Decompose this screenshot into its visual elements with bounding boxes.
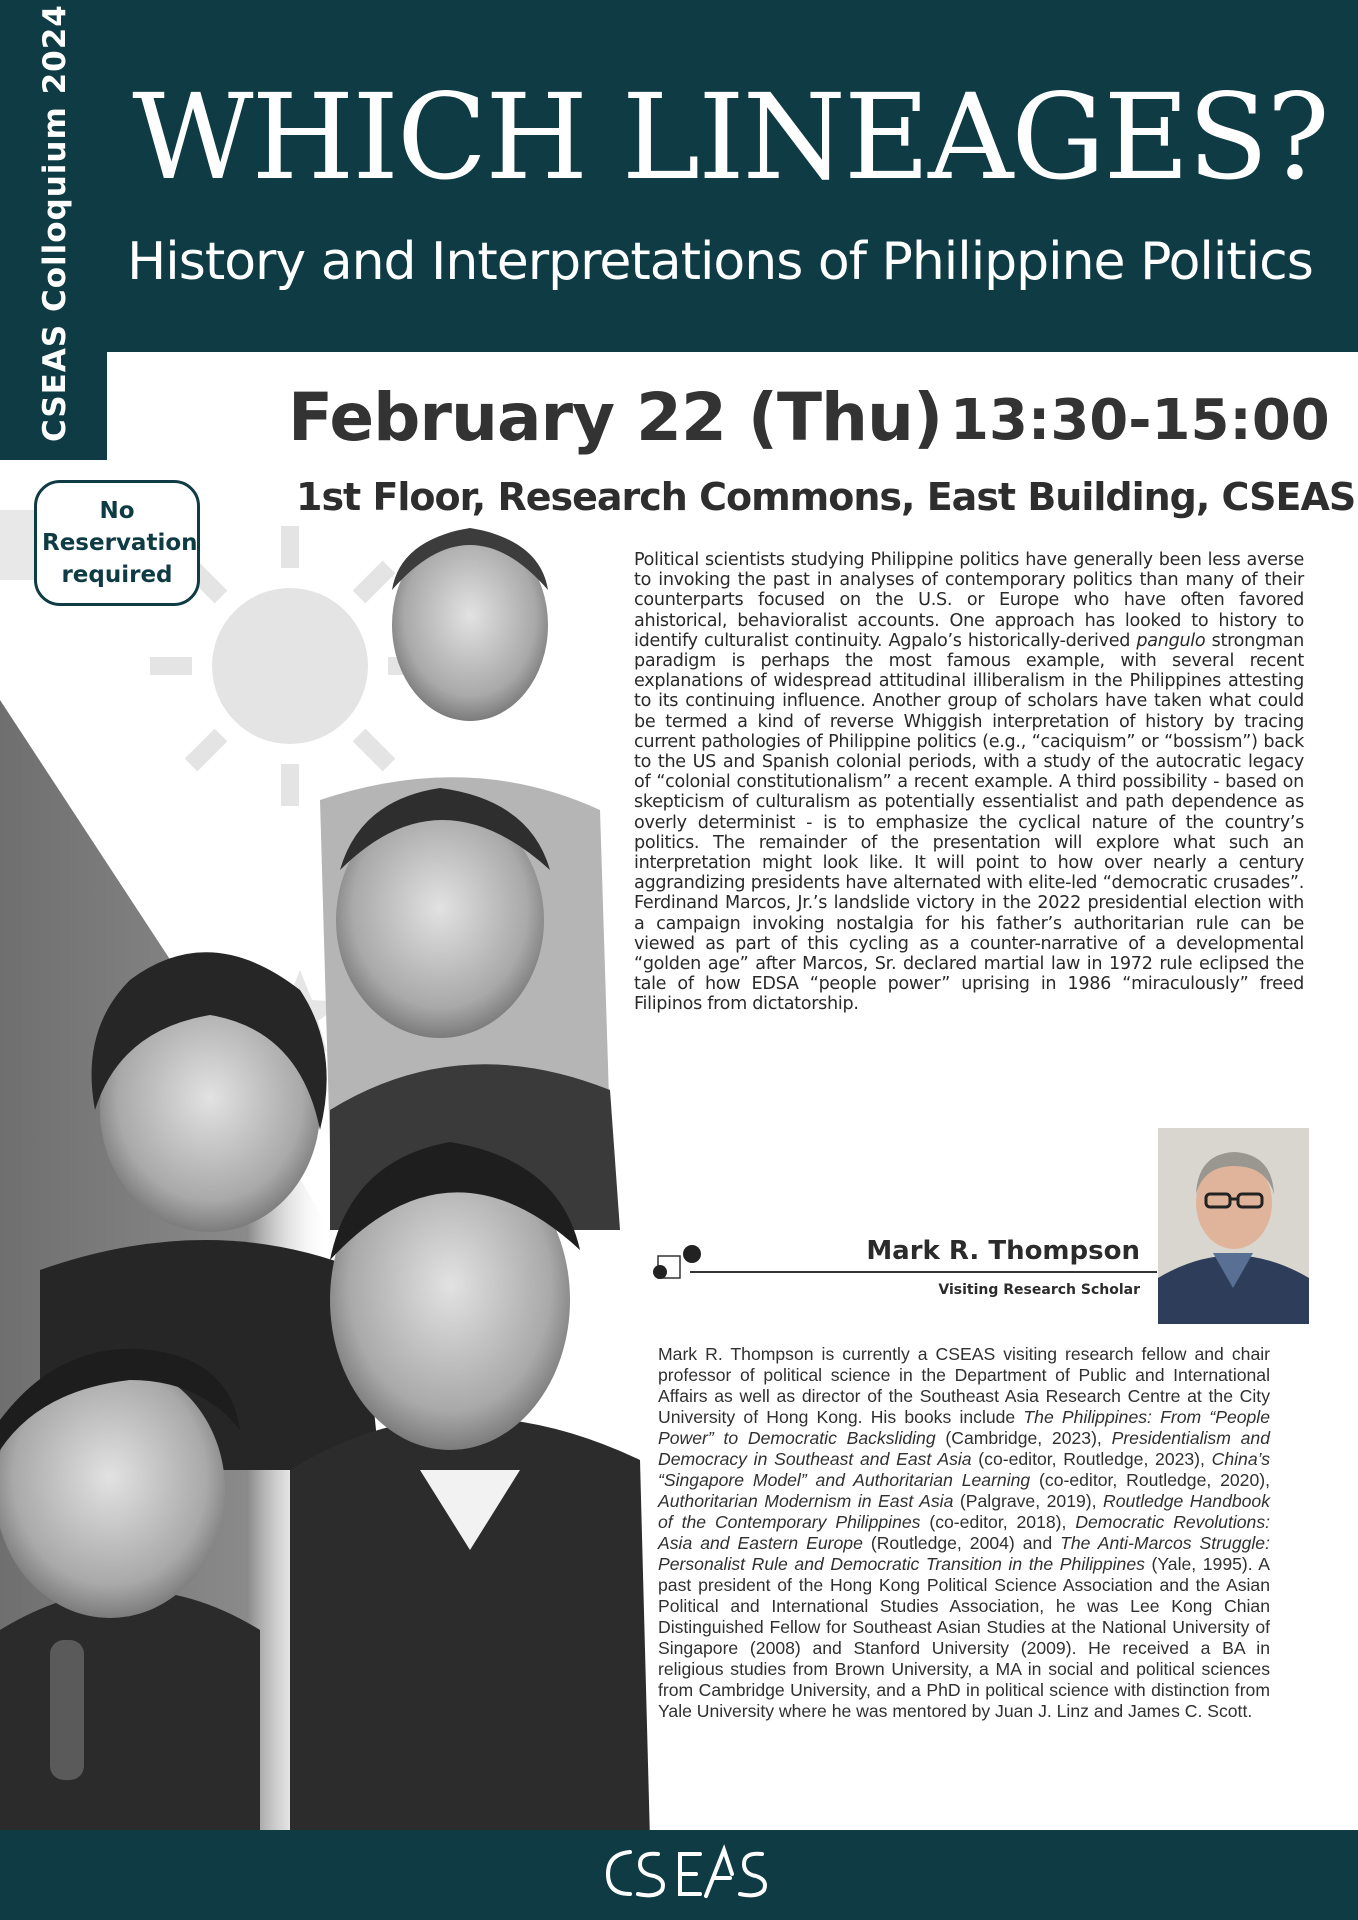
speaker-bio (658, 1344, 1270, 1722)
book-title: Democratic Revolutions: Asia and Eastern Europe (658, 1512, 1271, 1553)
portrait-4 (290, 1142, 650, 1840)
abstract-paragraph (634, 550, 1304, 1015)
reservation-badge (34, 480, 200, 606)
speaker-role: Visiting Research Scholar (938, 1282, 1140, 1298)
event-time: 13:30-15:00 (950, 388, 1330, 453)
reservation-text: No Reservation required (42, 498, 198, 588)
speaker-photo (1158, 1128, 1309, 1324)
bio-text: (co-editor, 2018), (920, 1512, 1076, 1532)
book-title: Authoritarian Modernism in East Asia (658, 1491, 954, 1511)
book-title: The Anti-Marcos Struggle: Personalist Rule and Democratic Transition in the Philippines (658, 1533, 1270, 1574)
bio-text: (co-editor, Routledge, 2020), (1030, 1470, 1270, 1490)
abstract-text: Political scientists studying Philippine politics have generally been less averse to invoking the past in analyses of contemporary politics than many of their counterparts focused on the U.S. or Europe who have often favored ahistorical, behavioralist accounts. One approach has looked to history to identify culturalist continuity. Agpalo’s historically-derived (634, 550, 1304, 651)
event-date: February 22 (Thu) (288, 379, 943, 456)
bio-text: (Palgrave, 2019), (953, 1491, 1104, 1511)
speaker-divider-icon (650, 1244, 706, 1284)
bio-text: Mark R. Thompson is currently a CSEAS visiting research fellow and chair professor of political science in the Department of Public and International Affairs as well as director of the Southeast Asia Research Centre at the City University of Hong Kong. His books include (658, 1344, 1270, 1427)
speaker-name: Mark R. Thompson (866, 1236, 1140, 1266)
bio-text: (Routledge, 2004) and (862, 1533, 1061, 1553)
portrait-collage-image (0, 470, 660, 1840)
book-title: The Philippines: From “People Power” to Democratic Backsliding (658, 1407, 1270, 1448)
abstract-term: pangulo (1136, 630, 1206, 651)
book-title: Routledge Handbook of the Contemporary Philippines (658, 1491, 1271, 1532)
bio-text: (Yale, 1995). A past president of the Hong Kong Political Science Association and the Asian Political and International Studies Association, he was Lee Kong Chian Distinguished Fellow for Southeast Asian Studies at the National University of Singapore (2008) and Stanford University (2009). He received a BA in religious studies from Brown University, a MA in social and political sciences from Cambridge University, and a PhD in political science with distinction from Yale University where he was mentored by Juan J. Linz and James C. Scott. (658, 1554, 1271, 1721)
bio-text: (Cambridge, 2023), (935, 1428, 1112, 1448)
bio-text: (co-editor, Routledge, 2023), (971, 1449, 1212, 1469)
speaker-divider-line (690, 1271, 1157, 1273)
book-title: Presidentialism and Democracy in Southeast and East Asia (658, 1428, 1270, 1469)
abstract-text: strongman paradigm is perhaps the most famous example, with several recent explanations of widespread attitudinal illiberalism in the Philippines attesting to its continuing influence. Another group of scholars have taken what could be termed a kind of reverse Whiggish interpretation of history by tracing current pathologies of Philippine politics (e.g., “caciquism” or “bossism”) back to the US and Spanish colonial periods, with a study of the autocratic legacy of “colonial constitutionalism” a recent example. A third possibility - based on skepticism of culturalism as potentially essentialist and path dependence as overly determinist - is to emphasize the cyclical nature of the country’s politics. The remainder of the presentation will explore what such an interpretation might look like. It will point to how over nearly a century aggrandizing presidents have alternated with elite-led “democratic crusades”. Ferdinand Marcos, Jr.’s landslide victory in the 2022 presidential election with a campaign invoking nostalgia for his father’s authoritarian rule can be viewed as part of this cycling as a counter-narrative of a developmental “golden age” after Marcos, Sr. declared martial law in 1972 rule eclipsed the tale of how EDSA “people power” uprising in 1986 “miraculously” freed Filipinos from dictatorship. (634, 630, 1304, 1015)
series-label: CSEAS Colloquium 2024 (37, 4, 73, 442)
page-subtitle: History and Interpretations of Philippine Politics (127, 232, 1313, 292)
cseas-logo (600, 1838, 770, 1904)
event-venue: 1st Floor, Research Commons, East Building, CSEAS (296, 475, 1356, 519)
page-title: WHICH LINEAGES? (132, 68, 1328, 206)
book-title: China’s “Singapore Model” and Authoritarian Learning (658, 1449, 1270, 1490)
